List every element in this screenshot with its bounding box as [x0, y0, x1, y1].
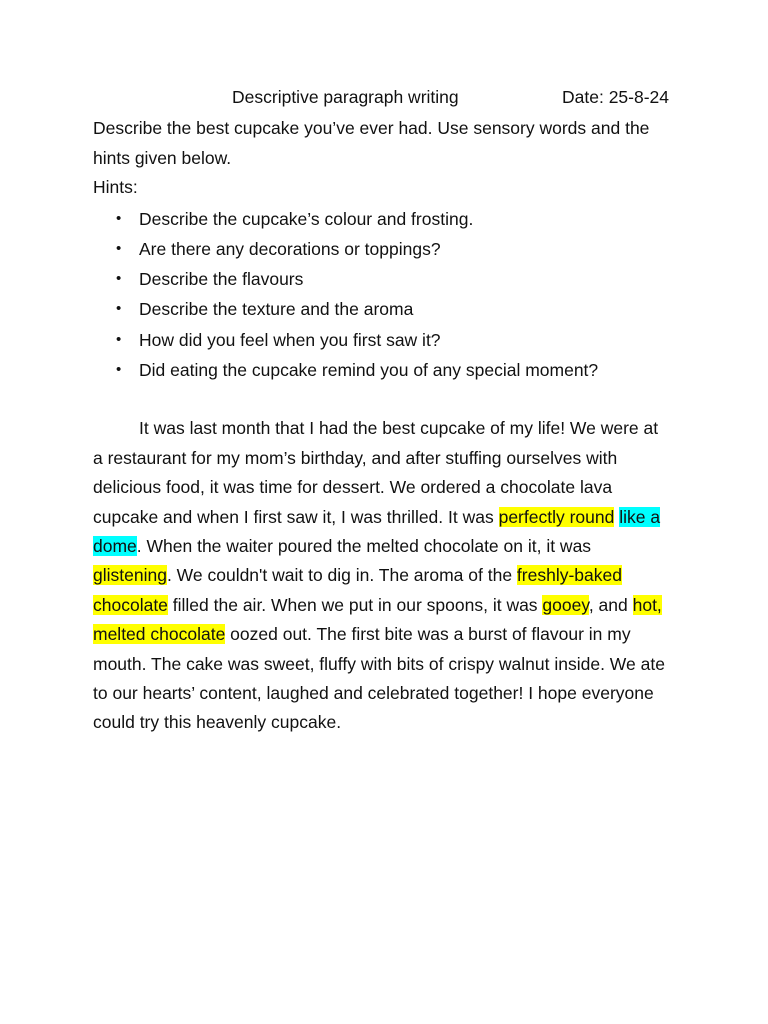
- descriptive-paragraph: [93, 414, 668, 737]
- text-segment: . When the waiter poured the melted chocolate on it, it was: [136, 535, 592, 556]
- highlighted-phrase: hot, melted chocolate: [93, 594, 662, 645]
- hint-item: [93, 264, 683, 294]
- text-segment: It was last month that I had the best cupcake of my life! We were at a restaurant for my mom’s birthday, and after stuffing ourselves with delicious food, it was time for dessert. We ordered a chocolate lava cupcake and when I first saw it, I was thrilled. It was: [93, 418, 659, 527]
- bullet-icon: •: [116, 209, 122, 227]
- hint-item: [93, 294, 683, 324]
- hints-list: [93, 204, 683, 386]
- highlighted-phrase: like a dome: [93, 506, 661, 556]
- text-segment: filled the air. When we put in our spoons, it was: [167, 594, 543, 615]
- bullet-icon: •: [116, 300, 122, 318]
- hint-text: Describe the flavours: [139, 269, 304, 290]
- hint-text: Describe the cupcake’s colour and frosting.: [139, 208, 474, 229]
- highlighted-phrase: perfectly round: [498, 506, 615, 527]
- document-date: Date: 25-8-24: [562, 87, 670, 107]
- hint-item: [93, 204, 683, 234]
- text-segment: , and: [588, 594, 633, 615]
- hint-item: [93, 234, 683, 264]
- writing-prompt: Describe the best cupcake you’ve ever had. Use sensory words and the hints given below.: [93, 118, 650, 168]
- document-title: Descriptive paragraph writing: [232, 87, 459, 107]
- text-segment: oozed out. The first bite was a burst of flavour in my mouth. The cake was sweet, fluffy with bits of crispy walnut inside. We ate to our hearts’ content, laughed and celebrated together! I hope everyone could try this heavenly cupcake.: [93, 624, 665, 733]
- header-line: [93, 84, 683, 110]
- hint-item: [93, 325, 683, 355]
- hint-text: How did you feel when you first saw it?: [139, 329, 441, 350]
- highlighted-phrase: gooey: [542, 594, 589, 615]
- document-page: [93, 84, 683, 738]
- bullet-icon: •: [116, 239, 122, 257]
- hint-text: Describe the texture and the aroma: [139, 299, 414, 320]
- text-segment: . We couldn't wait to dig in. The aroma of the: [166, 565, 517, 586]
- hint-text: Are there any decorations or toppings?: [139, 238, 441, 259]
- bullet-icon: •: [116, 270, 122, 288]
- bullet-icon: •: [116, 360, 122, 378]
- hint-text: Did eating the cupcake remind you of any special moment?: [139, 359, 599, 380]
- hints-label: Hints:: [93, 177, 138, 197]
- hint-item: [93, 355, 683, 385]
- bullet-icon: •: [116, 330, 122, 348]
- highlighted-phrase: glistening: [93, 565, 167, 586]
- highlighted-phrase: freshly-baked chocolate: [93, 565, 622, 615]
